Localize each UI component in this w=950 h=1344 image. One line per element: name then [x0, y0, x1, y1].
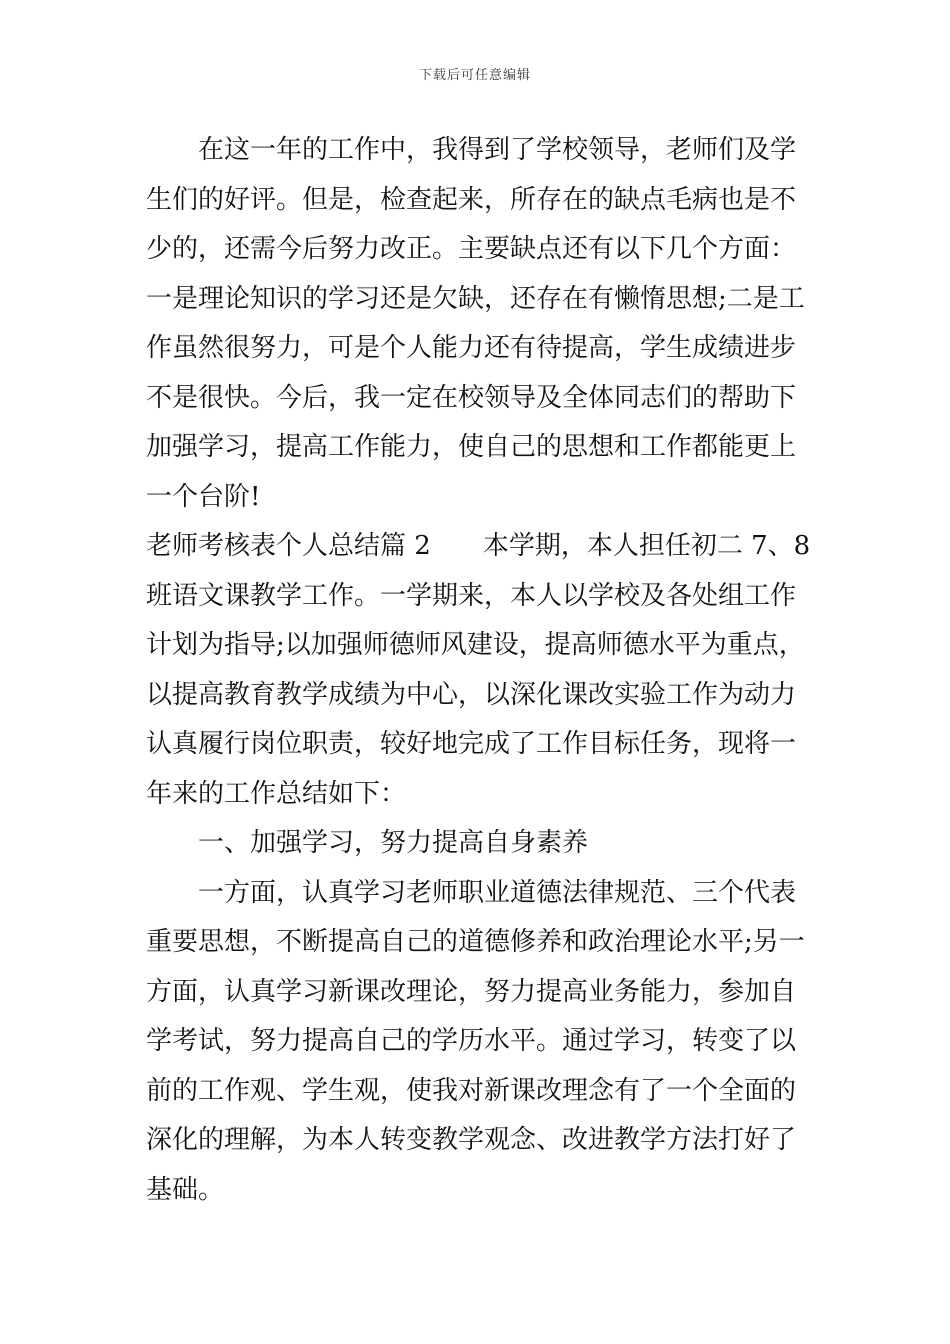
- text-line: 加强学习，提高工作能力，使自己的思想和工作都能更上: [146, 432, 797, 462]
- text-line: 一是理论知识的学习还是欠缺，还存在有懒惰思想;二是工: [146, 283, 805, 314]
- text-line: 少的，还需今后努力改正。主要缺点还有以下几个方面：: [146, 234, 797, 264]
- text-line: 本学期，本人担任初二 7、8: [482, 531, 811, 561]
- text-line: 在这一年的工作中，我得到了学校领导，老师们及学: [198, 135, 797, 165]
- text-line: 班语文课教学工作。一学期来，本人以学校及各处组工作: [146, 580, 797, 611]
- text-line: 一个台阶!: [146, 481, 261, 512]
- text-line: 学考试，努力提高自己的学历水平。通过学习，转变了以: [146, 1026, 797, 1056]
- page-header: 下载后可任意编辑: [418, 68, 531, 83]
- text-line: 前的工作观、学生观，使我对新课改理念有了一个全面的: [146, 1075, 797, 1106]
- text-line: 深化的理解，为本人转变教学观念、改进教学方法打好了: [146, 1125, 797, 1155]
- text-line: 重要思想，不断提高自己的道德修养和政治理论水平;另一: [146, 927, 805, 957]
- section-title: 老师考核表个人总结篇 2: [146, 531, 431, 561]
- section-title-line: [146, 522, 811, 572]
- text-line: 生们的好评。但是，检查起来，所存在的缺点毛病也是不: [146, 184, 797, 215]
- document-body: [146, 126, 811, 1215]
- text-line: 认真履行岗位职责，较好地完成了工作目标任务，现将一: [146, 729, 797, 759]
- subheading: 一、加强学习，努力提高自身素养: [198, 828, 589, 858]
- text-line: 作虽然很努力，可是个人能力还有待提高，学生成绩进步: [146, 333, 797, 363]
- text-line: 方面，认真学习新课改理论，努力提高业务能力，参加自: [146, 976, 797, 1007]
- text-line: 基础。: [146, 1174, 225, 1205]
- text-line: 一方面，认真学习老师职业道德法律规范、三个代表: [198, 877, 797, 908]
- text-line: 不是很快。今后，我一定在校领导及全体同志们的帮助下: [146, 382, 797, 413]
- text-line: 以提高教育教学成绩为中心，以深化课改实验工作为动力: [146, 679, 797, 710]
- text-line: 年来的工作总结如下：: [146, 778, 407, 809]
- text-line: 计划为指导;以加强师德师风建设，提高师德水平为重点，: [146, 630, 805, 660]
